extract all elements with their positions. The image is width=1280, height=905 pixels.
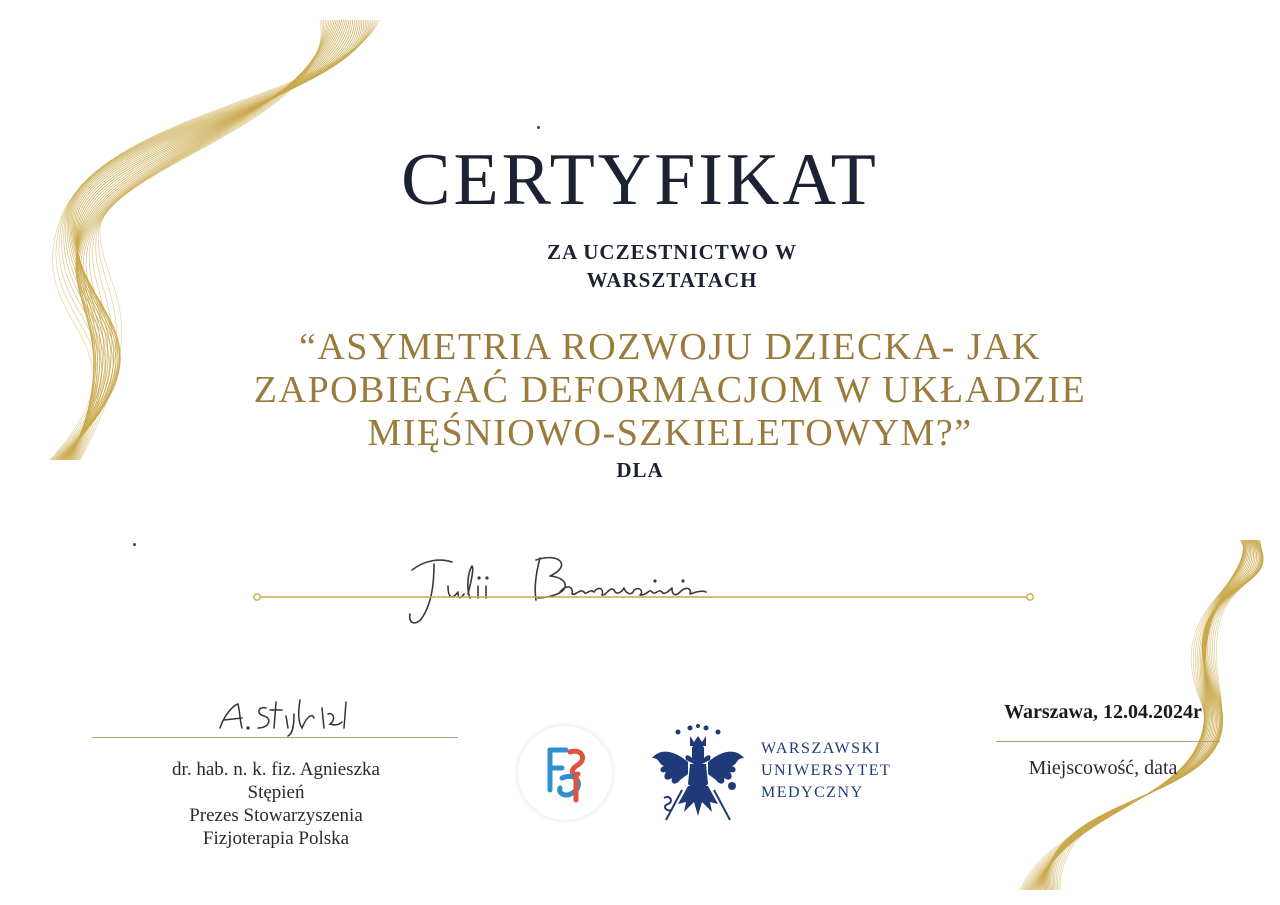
signature-handwriting	[210, 688, 360, 738]
workshop-title-line: ZAPOBIEGAĆ DEFORMACJOM W UKŁADZIE	[253, 369, 1087, 411]
subtitle-line: ZA UCZESTNICTWO W	[546, 240, 797, 264]
recipient-name-line	[252, 592, 1035, 602]
university-name-line: WARSZAWSKI	[761, 740, 882, 757]
signatory-line: Prezes Stowarzyszenia	[189, 805, 363, 826]
university-name	[761, 738, 961, 804]
fps-logo-icon	[518, 726, 612, 820]
workshop-title-line: “ASYMETRIA ROZWOJU DZIECKA- JAK	[298, 326, 1042, 368]
certificate-title: CERTYFIKAT	[401, 139, 879, 221]
scan-speck	[133, 543, 136, 546]
eagle-emblem-icon	[648, 724, 748, 824]
for-label: DLA	[616, 458, 664, 482]
subtitle-line: WARSZTATACH	[586, 268, 758, 292]
signatory-line: Stępień	[247, 782, 305, 803]
certificate-subtitle	[472, 238, 872, 294]
place-date-line	[996, 741, 1220, 742]
signatory-details	[112, 758, 440, 850]
place-date-value: Warszawa, 12.04.2024r	[1004, 701, 1202, 723]
signatory-line: Fizjoterapia Polska	[202, 828, 350, 849]
place-date-label: Miejscowość, data	[1028, 757, 1178, 779]
signature-line	[92, 737, 458, 738]
scan-speck	[537, 126, 540, 129]
university-name-line: UNIWERSYTET	[761, 762, 892, 779]
workshop-title-line: MIĘŚNIOWO-SZKIELETOWYM?”	[367, 412, 973, 454]
university-name-line: MEDYCZNY	[761, 784, 864, 801]
recipient-name-handwriting	[400, 548, 760, 633]
workshop-title	[180, 326, 1160, 455]
signatory-line: dr. hab. n. k. fiz. Agnieszka	[172, 759, 380, 780]
